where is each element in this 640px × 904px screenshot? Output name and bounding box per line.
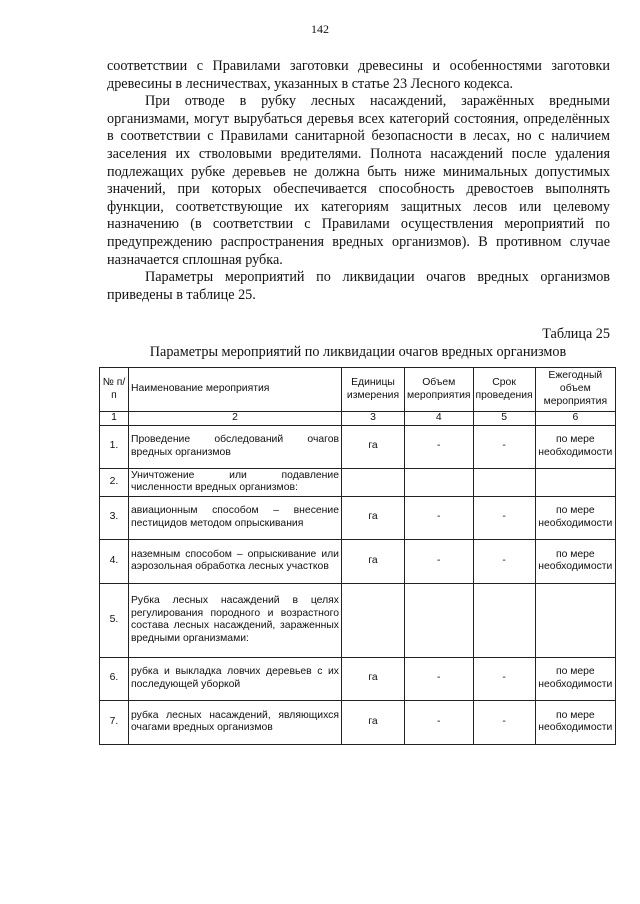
header-activity-name: Наименование мероприятия bbox=[129, 368, 342, 412]
column-number: 5 bbox=[473, 412, 535, 426]
row-number: 3. bbox=[100, 496, 129, 539]
header-unit: Единицы измерения bbox=[342, 368, 405, 412]
volume-cell: - bbox=[405, 700, 474, 744]
unit-cell bbox=[342, 583, 405, 657]
row-number: 5. bbox=[100, 583, 129, 657]
table-row bbox=[100, 425, 616, 468]
activity-name: наземным способом – опрыскивание или аэрозольная обработка лесных участков bbox=[129, 539, 342, 583]
term-cell: - bbox=[473, 425, 535, 468]
row-number: 2. bbox=[100, 468, 129, 496]
term-cell bbox=[473, 583, 535, 657]
paragraph-table-reference: Параметры мероприятий по ликвидации очагов вредных организмов приведены в таблице 25. bbox=[107, 269, 610, 303]
table-row bbox=[100, 496, 616, 539]
unit-cell: га bbox=[342, 539, 405, 583]
term-cell: - bbox=[473, 657, 535, 700]
table-row bbox=[100, 539, 616, 583]
volume-cell bbox=[405, 468, 474, 496]
unit-cell: га bbox=[342, 700, 405, 744]
volume-cell: - bbox=[405, 496, 474, 539]
volume-cell: - bbox=[405, 539, 474, 583]
activity-name: Уничтожение или подавление численности вредных организмов: bbox=[129, 468, 342, 496]
activity-name: авиационным способом – внесение пестицидов методом опрыскивания bbox=[129, 496, 342, 539]
term-cell bbox=[473, 468, 535, 496]
activity-name: Проведение обследований очагов вредных организмов bbox=[129, 425, 342, 468]
unit-cell: га bbox=[342, 425, 405, 468]
activity-name: рубка и выкладка ловчих деревьев с их последующей уборкой bbox=[129, 657, 342, 700]
body-text bbox=[107, 58, 610, 304]
unit-cell: га bbox=[342, 496, 405, 539]
column-number: 3 bbox=[342, 412, 405, 426]
row-number: 1. bbox=[100, 425, 129, 468]
page-number: 142 bbox=[311, 22, 329, 36]
column-number: 4 bbox=[405, 412, 474, 426]
volume-cell: - bbox=[405, 425, 474, 468]
paragraph-infected-stands: При отводе в рубку лесных насаждений, заражённых вредными организмами, могут вырубаться деревья всех категорий состояния, определённых в соответствии с Правилами санитарной безопасности в лесах, но с наличием заселения их стволовыми вредителями. Полнота насаждений после удаления подлежащих рубке деревьев не должна быть ниже минимальных допустимых значений, при которых обеспечивается способность древостоев выполнять функции, соответствующие их категориям защитных лесов или целевому назначению (в соответствии с Правилами осуществления мероприятий по предупреждению распространения вредных организмов). В противном случае назначается сплошная рубка. bbox=[107, 93, 610, 268]
paragraph-continuation: соответствии с Правилами заготовки древесины и особенностями заготовки древесины в лесничествах, указанных в статье 23 Лесного кодекса. bbox=[107, 58, 610, 92]
table-label: Таблица 25 bbox=[542, 326, 610, 342]
unit-cell: га bbox=[342, 657, 405, 700]
annual-volume-cell bbox=[535, 583, 615, 657]
volume-cell: - bbox=[405, 657, 474, 700]
row-number: 7. bbox=[100, 700, 129, 744]
table-row bbox=[100, 468, 616, 496]
header-annual-volume: Ежегодный объем мероприятия bbox=[535, 368, 615, 412]
annual-volume-cell: по мере необходимости bbox=[535, 657, 615, 700]
annual-volume-cell: по мере необходимости bbox=[535, 425, 615, 468]
table-row bbox=[100, 583, 616, 657]
header-number: № п/п bbox=[100, 368, 129, 412]
row-number: 4. bbox=[100, 539, 129, 583]
activity-name: рубка лесных насаждений, являющихся очагами вредных организмов bbox=[129, 700, 342, 744]
header-volume: Объем мероприятия bbox=[405, 368, 474, 412]
row-number: 6. bbox=[100, 657, 129, 700]
measures-table bbox=[99, 367, 616, 745]
column-number-row bbox=[100, 412, 616, 426]
table-title: Параметры мероприятий по ликвидации очагов вредных организмов bbox=[149, 344, 567, 360]
column-number: 1 bbox=[100, 412, 129, 426]
activity-name: Рубка лесных насаждений в целях регулирования породного и возрастного состава лесных насаждений, зараженных вредными организмами: bbox=[129, 583, 342, 657]
unit-cell bbox=[342, 468, 405, 496]
volume-cell bbox=[405, 583, 474, 657]
table-row bbox=[100, 657, 616, 700]
annual-volume-cell: по мере необходимости bbox=[535, 700, 615, 744]
term-cell: - bbox=[473, 496, 535, 539]
column-number: 6 bbox=[535, 412, 615, 426]
annual-volume-cell bbox=[535, 468, 615, 496]
header-term: Срок проведения bbox=[473, 368, 535, 412]
annual-volume-cell: по мере необходимости bbox=[535, 539, 615, 583]
annual-volume-cell: по мере необходимости bbox=[535, 496, 615, 539]
column-number: 2 bbox=[129, 412, 342, 426]
table-row bbox=[100, 700, 616, 744]
term-cell: - bbox=[473, 700, 535, 744]
table-header-row bbox=[100, 368, 616, 412]
term-cell: - bbox=[473, 539, 535, 583]
